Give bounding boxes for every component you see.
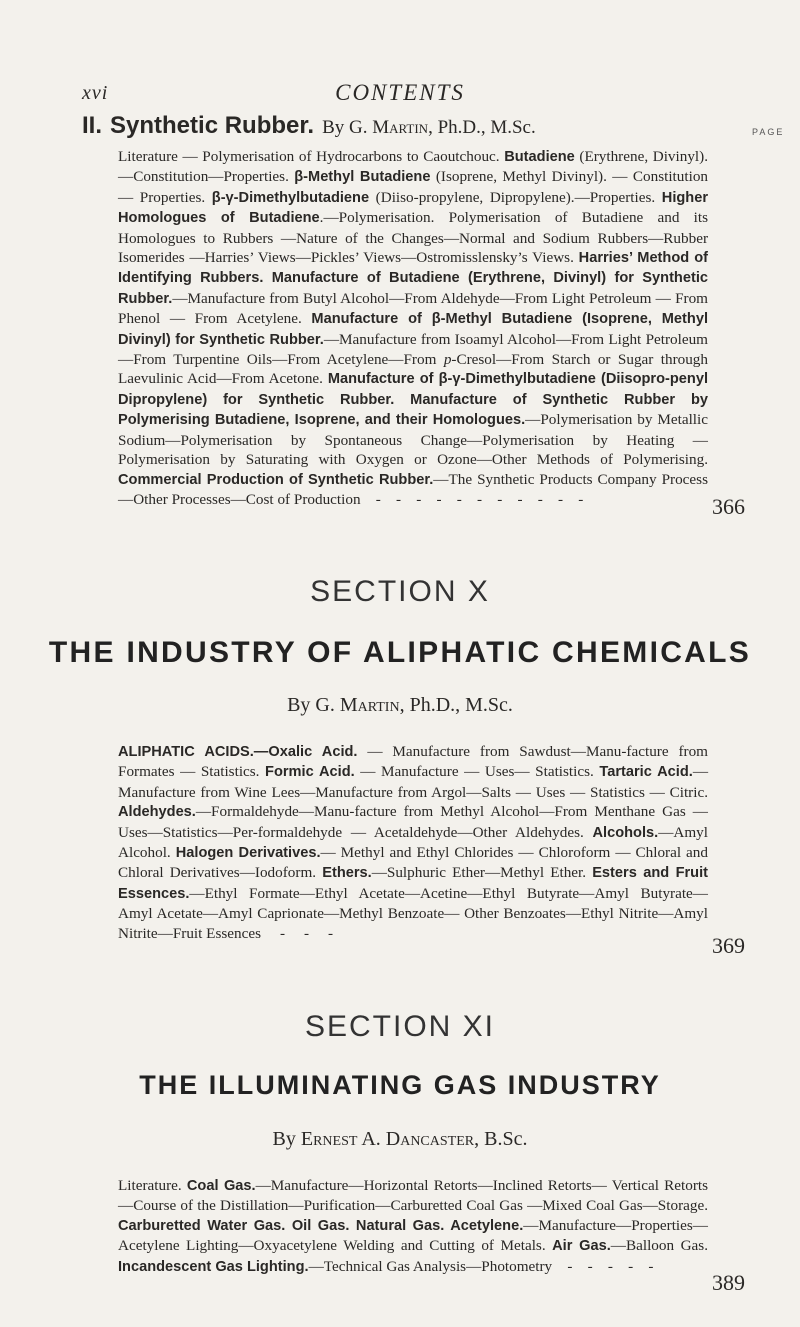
page-roman-numeral: xvi: [82, 82, 109, 104]
part-ii-contents-paragraph: Literature — Polymerisation of Hydrocarbons to Caoutchouc. Butadiene (Erythrene, Divinyl).—Constitution—Properties. β-Methyl Butadiene (Isoprene, Methyl Divinyl). — Constitution — Properties. β-γ-Dimethylbutadiene (Diiso-propylene, Dipropylene).—Properties. Higher Homologues of Butadiene.—Polymerisation. Polymerisation of Butadiene and its Homologues to Rubbers —Nature of the Changes—Normal and Sodium Rubbers—Rubber Isomerides —Harries’ Views—Pickles’ Views—Ostromisslensky’s Views. Harries’ Method of Identifying Rubbers. Manufacture of Butadiene (Erythrene, Divinyl) for Synthetic Rubber.—Manufacture from Butyl Alcohol—From Aldehyde—From Light Petroleum — From Phenol — From Acetylene. Manufacture of β-Methyl Butadiene (Isoprene, Methyl Divinyl) for Synthetic Rubber.—Manufacture from Isoamyl Alcohol—From Light Petroleum—From Turpentine Oils—From Acetylene—From p-Cresol—From Starch or Sugar through Laevulinic Acid—From Acetone. Manufacture of β-γ-Dimethylbutadiene (Diisopro-penyl Dipropylene) for Synthetic Rubber. Manufacture of Synthetic Rubber by Polymerising Butadiene, Isoprene, and their Homologues.—Polymerisation by Metallic Sodium—Polymerisation by Spontaneous Change—Polymerisation by Heating — Polymerisation by Saturating with Oxygen or Ozone—Other Methods of Polymerising. Commercial Production of Synthetic Rubber.—The Synthetic Products Company Process—Other Processes—Cost of Production - - - - - - - - - - -: [118, 148, 709, 508]
section-x-label: SECTION X: [310, 575, 490, 608]
section-xi-title: THE ILLUMINATING GAS INDUSTRY: [139, 1070, 661, 1100]
section-xi-contents-paragraph: Literature. Coal Gas.—Manufacture—Horizontal Retorts—Inclined Retorts— Vertical Retorts—Course of the Distillation—Purification—Carburetted Coal Gas —Mixed Coal Gas—Storage. Carburetted Water Gas. Oil Gas. Natural Gas. Acetylene.—Manufacture—Properties—Acetylene Lighting—Oxyacetylene Welding and Cutting of Metals. Air Gas.—Balloon Gas. Incandescent Gas Lighting.—Technical Gas Analysis—Photometry - - - - -: [118, 1177, 709, 1275]
section-x-contents-paragraph: ALIPHATIC ACIDS.—Oxalic Acid. — Manufacture from Sawdust—Manu-facture from Formates — Statistics. Formic Acid. — Manufacture — Uses— Statistics. Tartaric Acid.—Manufacture from Wine Lees—Manufacture from Argol—Salts — Uses — Statistics — Citric. Aldehydes.—Formaldehyde—Manu-facture from Methyl Alcohol—From Menthane Gas — Uses—Statistics—Per-formaldehyde — Acetaldehyde—Other Aldehydes. Alcohols.—Amyl Alcohol. Halogen Derivatives.— Methyl and Ethyl Chlorides — Chloroform — Chloral and Chloral Derivatives—Iodoform. Ethers.—Sulphuric Ether—Methyl Ether. Esters and Fruit Essences.—Ethyl Formate—Ethyl Acetate—Acetine—Ethyl Butyrate—Amyl Butyrate—Amyl Acetate—Amyl Caprionate—Methyl Benzoate— Other Benzoates—Ethyl Nitrite—Amyl Nitrite—Fruit Essences - - -: [118, 743, 709, 942]
section-xi-byline: By Ernest A. Dancaster, B.Sc.: [272, 1128, 528, 1150]
running-header-title: CONTENTS: [335, 80, 465, 105]
section-x-title: THE INDUSTRY OF ALIPHATIC CHEMICALS: [48, 636, 752, 669]
part-ii-number: II.: [82, 112, 103, 139]
section-x-byline: By G. Martin, Ph.D., M.Sc.: [287, 694, 513, 716]
page-column-label: PAGE: [752, 127, 785, 137]
part-ii-byline: By G. Martin, Ph.D., M.Sc.: [322, 117, 536, 138]
part-ii-page-number: 366: [712, 494, 745, 519]
part-ii-title: Synthetic Rubber.: [110, 112, 315, 139]
section-x-page-number: 369: [712, 933, 745, 958]
section-xi-label: SECTION XI: [304, 1010, 496, 1043]
part-ii-heading: [82, 112, 536, 140]
section-xi-page-number: 389: [712, 1270, 745, 1295]
